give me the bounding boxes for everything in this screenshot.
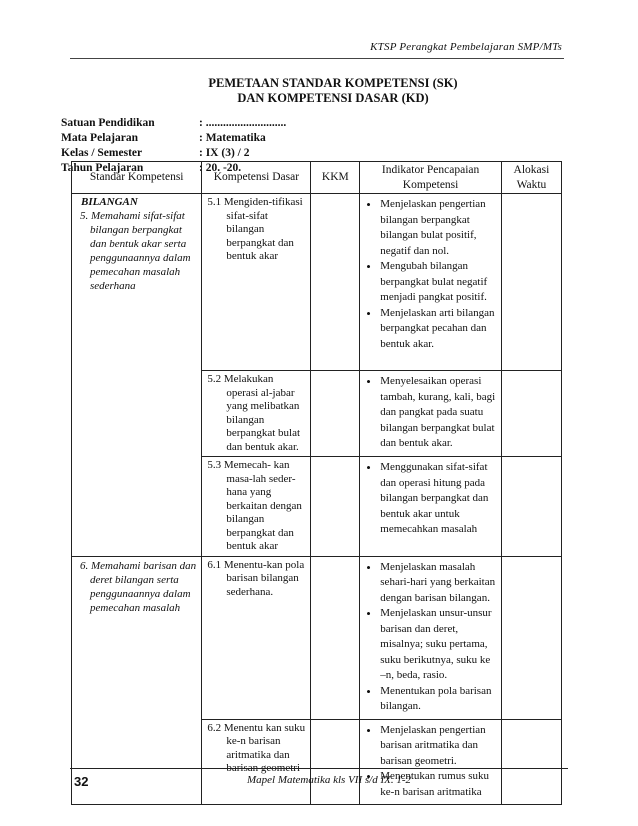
info-label: Mata Pelajaran [61, 132, 138, 144]
info-label: Kelas / Semester [61, 147, 143, 159]
kd-cell [202, 371, 311, 457]
footer-rule [70, 768, 568, 769]
indicator-item: • Menentukan pola barisan bilangan. [364, 684, 497, 715]
kd-cell [202, 457, 311, 557]
info-row [61, 146, 286, 161]
indicator-item: • Menjelaskan pengertian bilangan berpangkat bilangan bulat positif, negatif dan nol. [364, 197, 497, 259]
indicator-cell [360, 719, 502, 805]
document-title-line1: PEMETAAN STANDAR KOMPETENSI (SK) [208, 76, 458, 90]
kd-text: 6.2 Menentu kan suku ke-n barisan aritmatika dan barisan geometri [207, 721, 306, 774]
alokasi-cell [501, 457, 561, 557]
table-row [72, 194, 562, 371]
sk-category-title: BILANGAN [81, 196, 138, 208]
info-label: Tahun Pelajaran [61, 162, 144, 174]
info-value: : ............................ [199, 117, 287, 129]
kkm-cell [311, 194, 360, 371]
header-kompetensi-dasar: Kompetensi Dasar [202, 162, 311, 194]
kkm-cell [311, 719, 360, 805]
info-label: Satuan Pendidikan [61, 117, 155, 129]
header-kkm: KKM [311, 162, 360, 194]
indicator-item: • Menyelesaikan operasi tambah, kurang, kali, bagi dan pangkat pada suatu bilangan berpangkat bulat dan bentuk akar. [364, 374, 497, 452]
header-alokasi-waktu: Alokasi Waktu [501, 162, 561, 194]
alokasi-cell [501, 556, 561, 719]
table-header-row [72, 162, 562, 194]
header-running-title: KTSP Perangkat Pembelajaran SMP/MTs [370, 41, 562, 53]
kd-text: 5.3 Memecah- kan masa-lah seder-hana yang berkaitan dengan bilangan berpangkat dan bentuk akar [207, 459, 302, 552]
kd-text: 5.2 Melakukan operasi al-jabar yang melibatkan bilangan berpangkat bulat dan bentuk akar. [207, 373, 301, 453]
indicator-item: • Mengubah bilangan berpangkat bulat negatif menjadi pangkat positif. [364, 259, 497, 306]
indicator-cell [360, 457, 502, 557]
kd-cell [202, 194, 311, 371]
header-indikator: Indikator Pencapaian Kompetensi [360, 162, 502, 194]
document-title-line2: DAN KOMPETENSI DASAR (KD) [237, 91, 429, 105]
indicator-item: • Menentukan rumus suku ke-n barisan aritmatika [364, 769, 497, 800]
info-value: : Matematika [199, 132, 266, 144]
sk-text: 6. Memahami barisan dan deret bilangan serta penggunaannya dalam pemecahan masalah [80, 559, 197, 614]
header-rule [70, 58, 564, 59]
sk-text: 5. Memahami sifat-sifat bilangan berpangkat dan bentuk akar serta penggunaannya dalam pemecahan masalah sederhana [80, 210, 191, 292]
page-number: 32 [74, 774, 89, 789]
sk-cell [72, 194, 202, 557]
alokasi-cell [501, 194, 561, 371]
kd-cell [202, 719, 311, 805]
kd-text: 6.1 Menentu-kan pola barisan bilangan sederhana. [207, 558, 305, 598]
indicator-cell [360, 371, 502, 457]
alokasi-cell [501, 371, 561, 457]
info-row [61, 131, 286, 146]
indicator-item: • Menjelaskan unsur-unsur barisan dan deret, misalnya; suku pertama, suku berikutnya, suku ke –n, beda, rasio. [364, 606, 497, 684]
header-standar-kompetensi: Standar Kompetensi [72, 162, 202, 194]
info-value: : IX (3) / 2 [199, 147, 250, 159]
kkm-cell [311, 556, 360, 719]
kkm-cell [311, 457, 360, 557]
indicator-item: • Menjelaskan masalah sehari-hari yang berkaitan dengan barisan bilangan. [364, 560, 497, 607]
kd-cell [202, 556, 311, 719]
info-row [61, 116, 286, 131]
indicator-item: • Menjelaskan arti bilangan berpangkat pecahan dan bentuk akar. [364, 306, 497, 353]
indicator-item: • Menjelaskan pengertian barisan aritmatika dan barisan geometri. [364, 723, 497, 770]
kd-text: 5.1 Mengiden-tifikasi sifat-sifat bilangan berpangkat dan bentuk akar [207, 196, 303, 262]
indicator-item: • Menggunakan sifat-sifat dan operasi hitung pada bilangan berpangkat dan bentuk akar untuk memecahkan masalah [364, 460, 497, 538]
info-value: : 20. -20. [199, 162, 242, 174]
kkm-cell [311, 371, 360, 457]
competency-table [71, 161, 562, 805]
alokasi-cell [501, 719, 561, 805]
indicator-cell [360, 194, 502, 371]
footer-text: Mapel Matematika kls VII s/d IX. 1-2 [246, 774, 412, 786]
table-row [72, 556, 562, 719]
indicator-cell [360, 556, 502, 719]
